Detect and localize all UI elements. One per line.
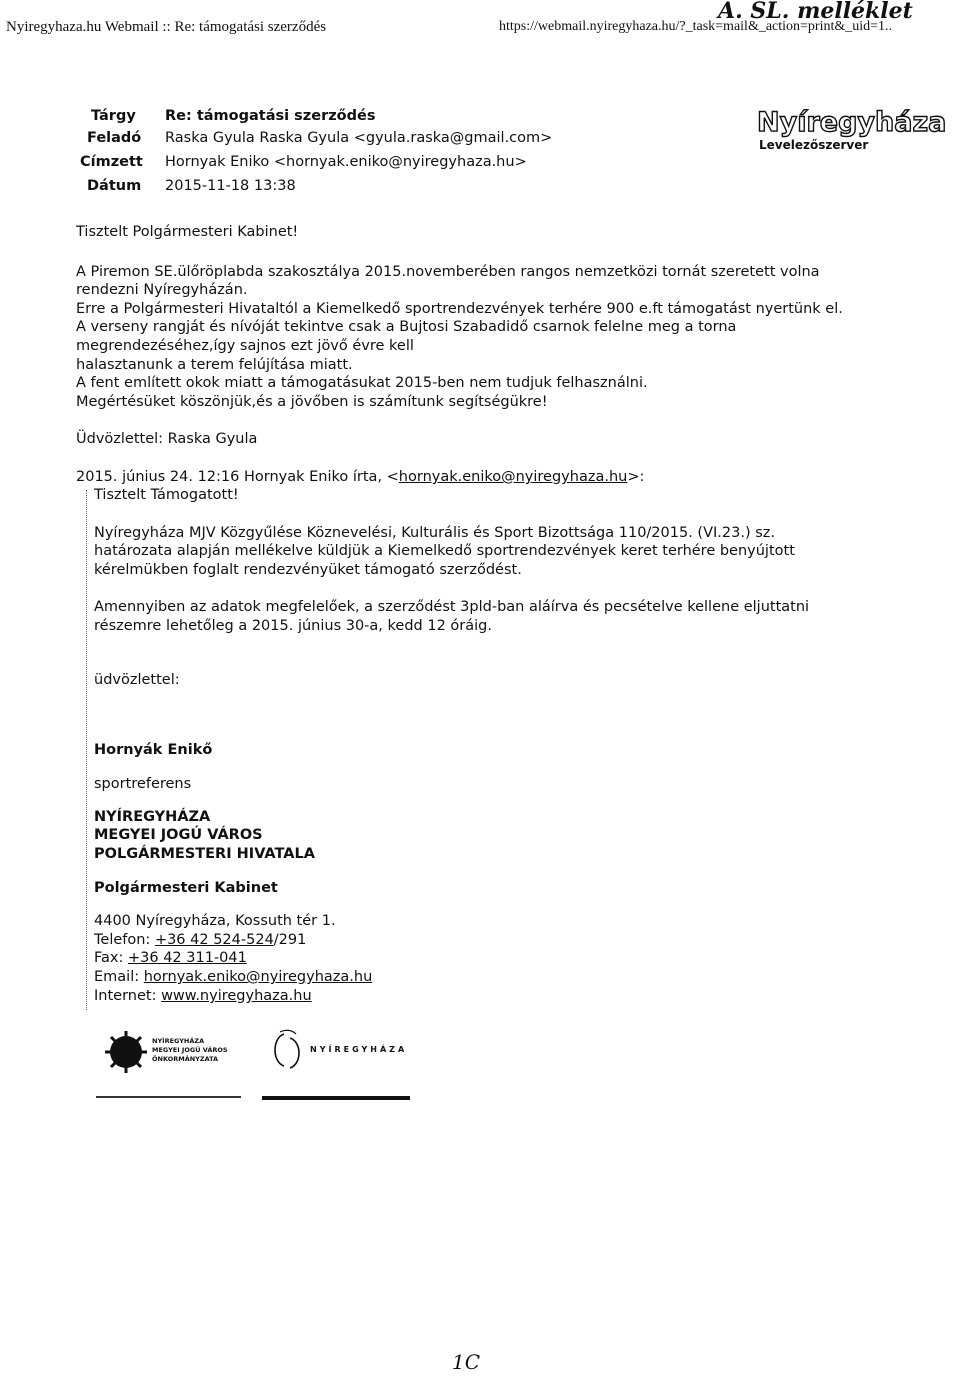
signature-dept: Polgármesteri Kabinet (94, 880, 278, 896)
quote-intro (76, 469, 644, 485)
print-header-title: Nyiregyhaza.hu Webmail :: Re: támogatási szerződés (6, 19, 327, 35)
subject-label: Tárgy (91, 108, 136, 124)
to-value: Hornyak Eniko <hornyak.eniko@nyiregyhaza.hu> (165, 154, 527, 170)
brand-name: NYÍREGYHÁZA (310, 1045, 408, 1054)
body-greeting: Tisztelt Polgármesteri Kabinet! (76, 224, 299, 240)
quote-greeting: Tisztelt Támogatott! (94, 487, 239, 503)
from-label: Feladó (87, 130, 142, 146)
signature-role: sportreferens (94, 776, 192, 792)
subject-value: Re: támogatási szerződés (165, 108, 376, 124)
body-line: halasztanunk a terem felújítása miatt. (76, 357, 353, 373)
signature-name: Hornyák Enikő (94, 742, 213, 758)
body-closing: Üdvözlettel: Raska Gyula (76, 431, 258, 447)
fax-link[interactable]: +36 42 311-041 (127, 950, 247, 966)
internet-label: Internet: (94, 988, 162, 1004)
city-crest-icon (104, 1030, 148, 1074)
brand-mark-icon (268, 1028, 308, 1072)
signature-email (94, 969, 372, 985)
crest-line: ÖNKORMÁNYZATA (152, 1055, 219, 1063)
footer-rule (262, 1096, 410, 1100)
body-line: rendezni Nyíregyházán. (76, 282, 248, 298)
logo-subtitle: Levelezőszerver (759, 138, 869, 152)
quote-line: Nyíregyháza MJV Közgyűlése Köznevelési, Kulturális és Sport Bizottsága 110/2015. (VI.23.) sz. (94, 525, 775, 541)
crest-line: NYÍREGYHÁZA (152, 1037, 205, 1045)
quote-line: kérelmükben foglalt rendezvényüket támogató szerződést. (94, 562, 522, 578)
quote-intro-prefix: 2015. június 24. 12:16 Hornyak Eniko írta, < (76, 469, 399, 485)
signature-fax (94, 950, 247, 966)
footer-rule (96, 1096, 241, 1098)
print-header-url: https://webmail.nyiregyhaza.hu/?_task=mail&_action=print&_uid=1.. (499, 19, 893, 34)
quote-intro-suffix: >: (627, 469, 645, 485)
signature-org: POLGÁRMESTERI HIVATALA (94, 846, 315, 862)
date-value: 2015-11-18 13:38 (165, 178, 296, 194)
quote-line: Amennyiben az adatok megfelelőek, a szerződést 3pld-ban aláírva és pecsételve kellene eljuttatni (94, 599, 810, 615)
phone-link[interactable]: +36 42 524-524 (154, 932, 274, 948)
from-value: Raska Gyula Raska Gyula <gyula.raska@gmail.com> (165, 130, 553, 146)
phone-ext: /291 (273, 932, 307, 948)
fax-label: Fax: (94, 950, 128, 966)
crest-caption (152, 1037, 228, 1064)
crest-line: MEGYEI JOGÚ VÁROS (152, 1046, 228, 1054)
email-label: Email: (94, 969, 144, 985)
quote-bar (86, 490, 88, 1010)
page-mark: 1C (452, 1350, 481, 1374)
email-link[interactable]: hornyak.eniko@nyiregyhaza.hu (143, 969, 373, 985)
body-line: A Piremon SE.ülőröplabda szakosztálya 2015.novemberében rangos nemzetközi tornát szeretett volna (76, 264, 820, 280)
logo-word: Nyíregyháza (757, 107, 947, 138)
signature-internet (94, 988, 312, 1004)
signature-phone (94, 932, 306, 948)
phone-label: Telefon: (94, 932, 155, 948)
webmail-logo (757, 107, 947, 152)
quote-line: részemre lehetőleg a 2015. június 30-a, kedd 12 óráig. (94, 618, 492, 634)
body-line: Megértésüket köszönjük,és a jövőben is számítunk segítségükre! (76, 394, 548, 410)
date-label: Dátum (87, 178, 142, 194)
body-line: A fent említett okok miatt a támogatásukat 2015-ben nem tudjuk felhasználni. (76, 375, 648, 391)
handwritten-note: A. SL. melléklet (718, 0, 913, 24)
to-label: Címzett (80, 154, 143, 170)
signature-org: MEGYEI JOGÚ VÁROS (94, 827, 263, 843)
body-line: A verseny rangját és nívóját tekintve csak a Bujtosi Szabadidő csarnok felelne meg a torna (76, 319, 737, 335)
quote-line: határozata alapján mellékelve küldjük a Kiemelkedő sportrendezvények keret terhére benyújtott (94, 543, 795, 559)
quote-closing: üdvözlettel: (94, 672, 180, 688)
signature-address: 4400 Nyíregyháza, Kossuth tér 1. (94, 913, 336, 929)
quote-intro-email-link[interactable]: hornyak.eniko@nyiregyhaza.hu (398, 469, 628, 485)
body-line: Erre a Polgármesteri Hivataltól a Kiemelkedő sportrendezvények terhére 900 e.ft támogatást nyertünk el. (76, 301, 843, 317)
signature-org: NYÍREGYHÁZA (94, 809, 211, 825)
body-line: megrendezéséhez,így sajnos ezt jövő évre kell (76, 338, 414, 354)
internet-link[interactable]: www.nyiregyhaza.hu (161, 988, 312, 1004)
